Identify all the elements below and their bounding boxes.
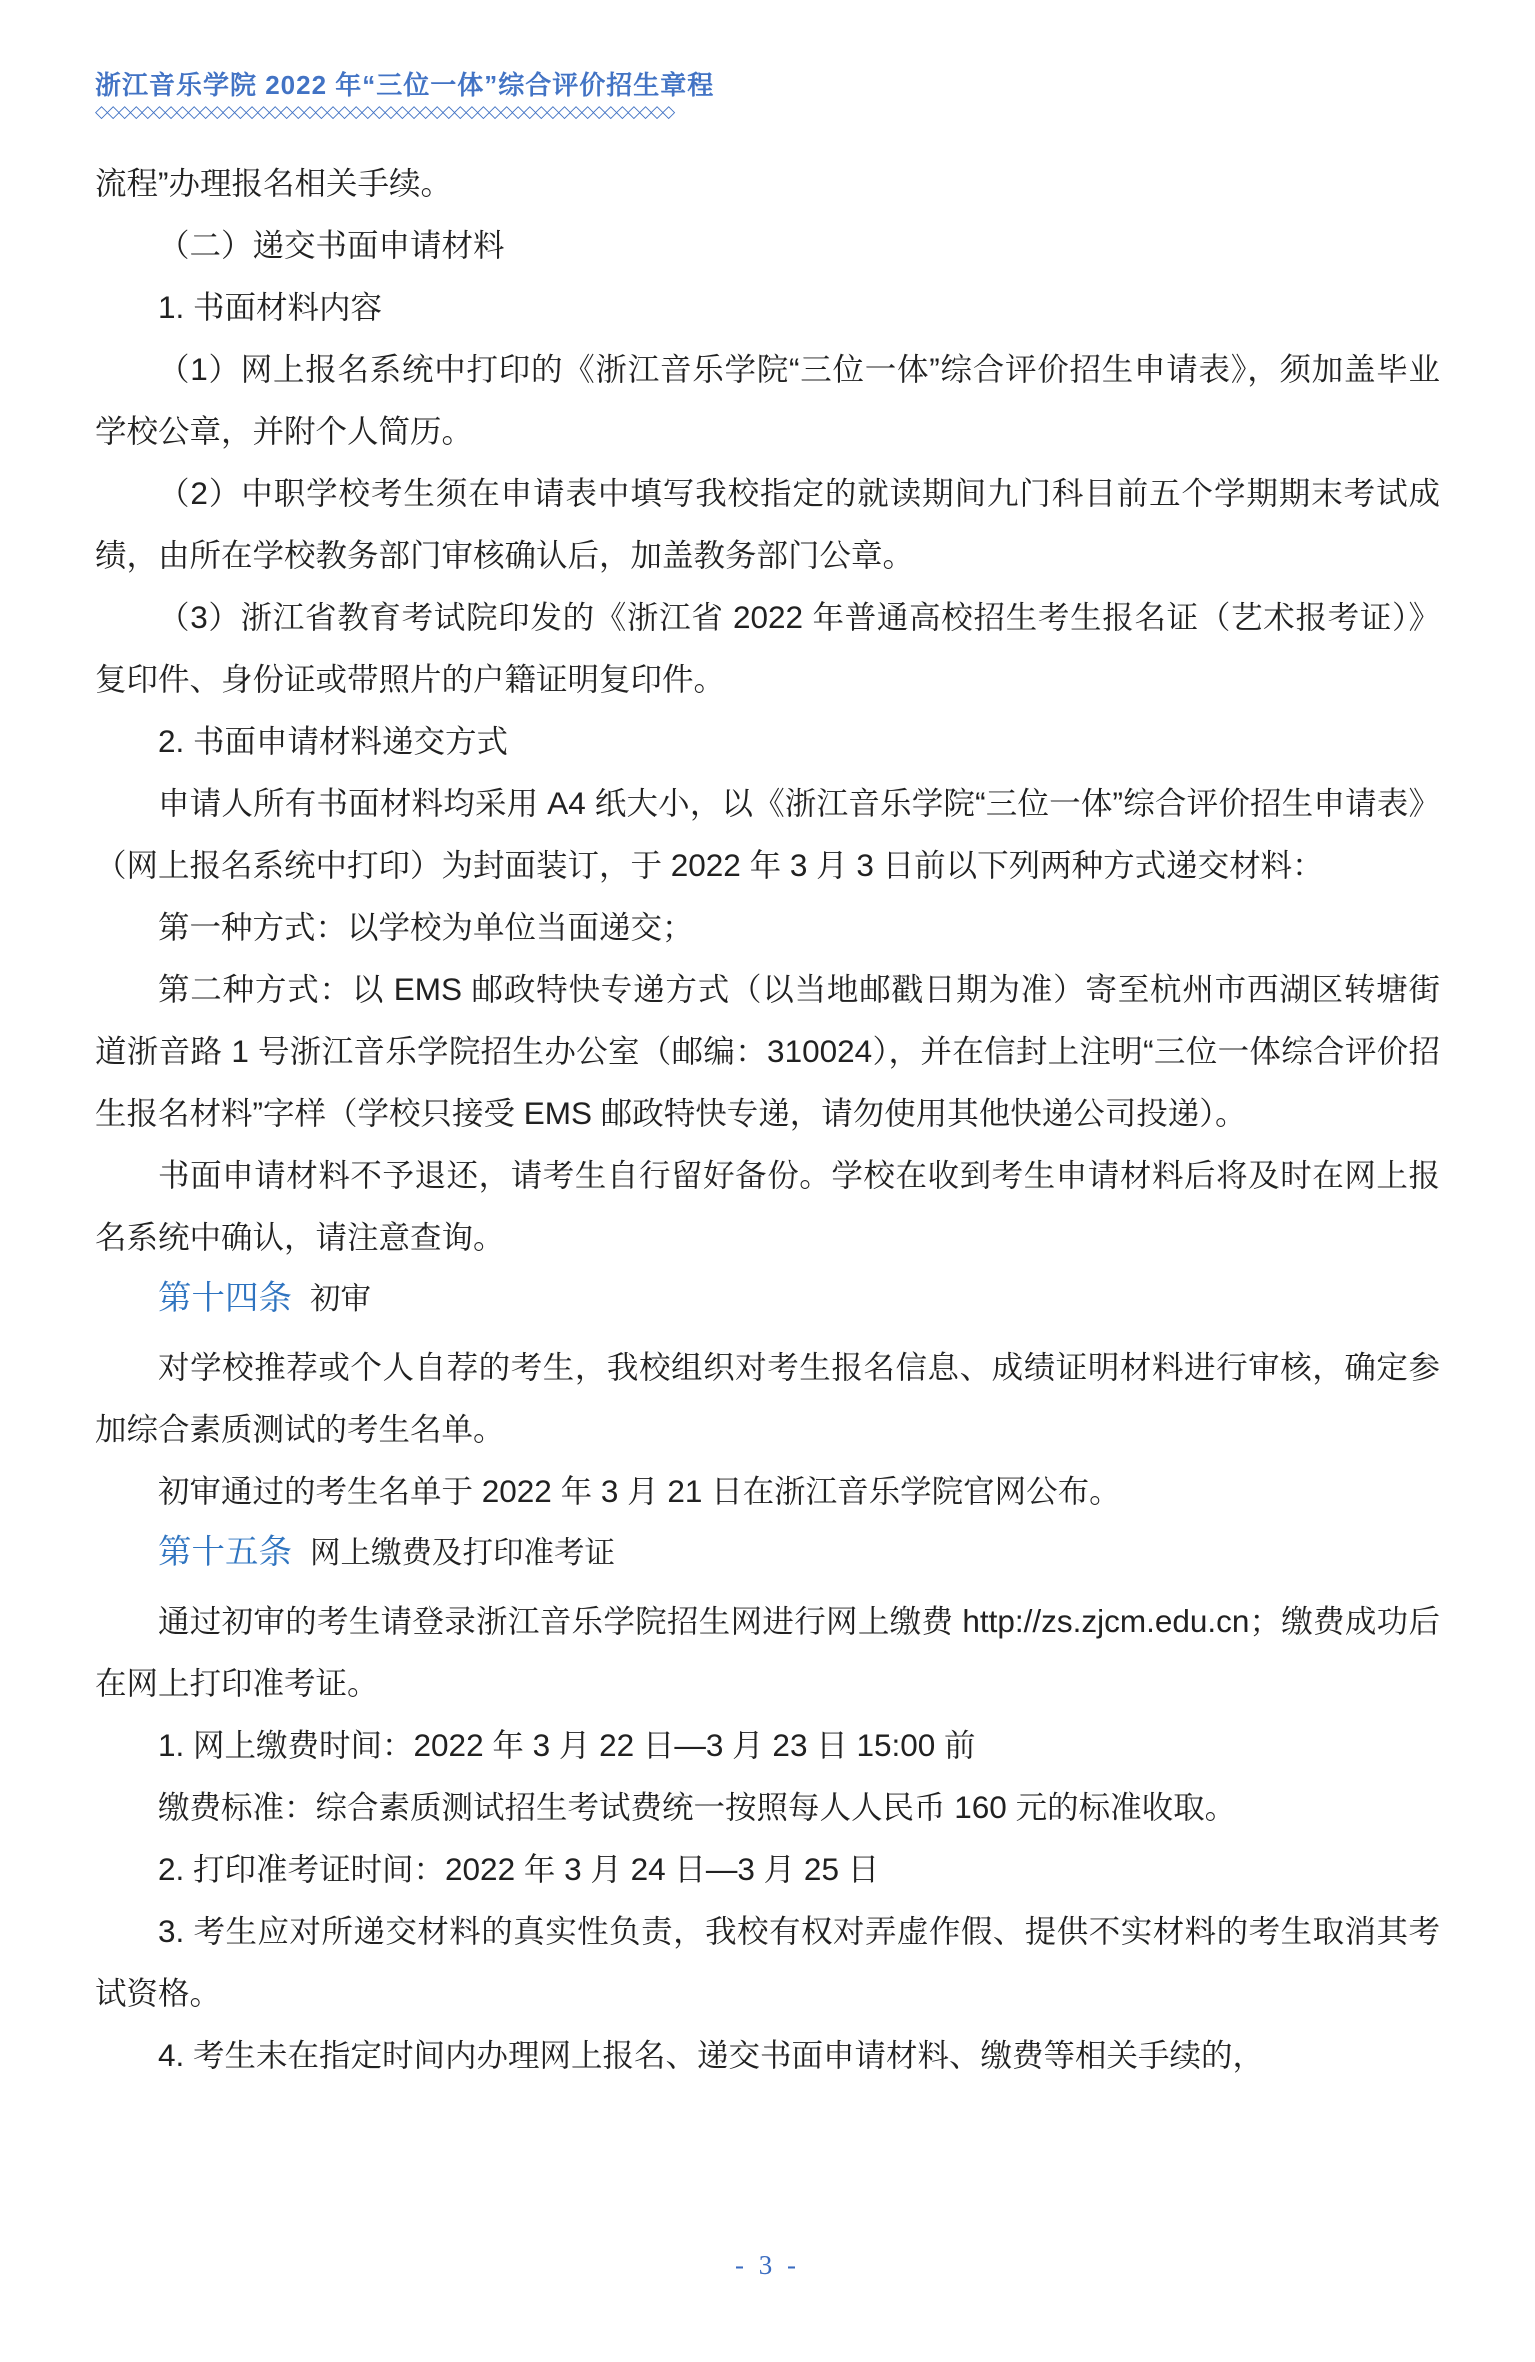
paragraph: 缴费标准：综合素质测试招生考试费统一按照每人人民币 160 元的标准收取。 xyxy=(158,1789,1237,1825)
page-number: - 3 - xyxy=(735,2250,800,2280)
paragraph: 第二种方式：以 EMS 邮政特快专递方式（以当地邮戳日期为准）寄至杭州市西湖区转塘街道浙音路 1 号浙江音乐学院招生办公室（邮编：310024），并在信封上注明“三位一体综合评价招生报名材料”字样（学校只接受 EMS 邮政特快专递，请勿使用其他快递公司投递）。 xyxy=(95,971,1440,1131)
paragraph: （二）递交书面申请材料 xyxy=(158,227,505,263)
paragraph: 书面申请材料不予退还，请考生自行留好备份。学校在收到考生申请材料后将及时在网上报名系统中确认，请注意查询。 xyxy=(95,1157,1440,1255)
section-heading xyxy=(95,1268,1440,1336)
paragraph: 初审通过的考生名单于 2022 年 3 月 21 日在浙江音乐学院官网公布。 xyxy=(158,1473,1121,1509)
paragraph: （3）浙江省教育考试院印发的《浙江省 2022 年普通高校招生考生报名证（艺术报考证）》复印件、身份证或带照片的户籍证明复印件。 xyxy=(95,599,1440,697)
section-heading xyxy=(95,1522,1440,1590)
paragraph: 第一种方式：以学校为单位当面递交； xyxy=(158,909,694,945)
paragraph: （1）网上报名系统中打印的《浙江音乐学院“三位一体”综合评价招生申请表》，须加盖毕业学校公章，并附个人简历。 xyxy=(95,351,1440,449)
paragraph: 3. 考生应对所递交材料的真实性负责，我校有权对弄虚作假、提供不实材料的考生取消其考试资格。 xyxy=(95,1913,1440,2011)
section-heading-number: 第十四条 xyxy=(158,1280,292,1317)
paragraph: 2. 打印准考证时间：2022 年 3 月 24 日—3 月 25 日 xyxy=(158,1851,880,1887)
paragraph: 1. 书面材料内容 xyxy=(158,289,383,325)
page-header xyxy=(95,70,719,121)
paragraph: 申请人所有书面材料均采用 A4 纸大小，以《浙江音乐学院“三位一体”综合评价招生申请表》（网上报名系统中打印）为封面装订，于 2022 年 3 月 3 日前以下列两种方式递交材料： xyxy=(95,785,1440,883)
paragraph: 通过初审的考生请登录浙江音乐学院招生网进行网上缴费 http://zs.zjcm.edu.cn；缴费成功后在网上打印准考证。 xyxy=(95,1603,1440,1701)
paragraph: （2）中职学校考生须在申请表中填写我校指定的就读期间九门科目前五个学期期末考试成绩，由所在学校教务部门审核确认后，加盖教务部门公章。 xyxy=(95,475,1440,573)
document-body xyxy=(95,152,1440,2086)
document-header-title: 浙江音乐学院 2022 年“三位一体”综合评价招生章程 xyxy=(95,70,715,100)
diamond-divider: ◇◇◇◇◇◇◇◇◇◇◇◇◇◇◇◇◇◇◇◇◇◇◇◇◇◇◇◇◇◇◇◇◇◇◇◇◇◇◇◇◇◇◇◇◇◇◇◇◇◇ xyxy=(95,103,674,121)
paragraph: 4. 考生未在指定时间内办理网上报名、递交书面申请材料、缴费等相关手续的， xyxy=(158,2037,1265,2073)
paragraph: 对学校推荐或个人自荐的考生，我校组织对考生报名信息、成绩证明材料进行审核，确定参加综合素质测试的考生名单。 xyxy=(95,1349,1440,1447)
section-heading-number: 第十五条 xyxy=(158,1534,292,1571)
paragraph: 流程”办理报名相关手续。 xyxy=(95,165,452,201)
paragraph: 2. 书面申请材料递交方式 xyxy=(158,723,509,759)
section-heading-title: 初审 xyxy=(310,1282,371,1316)
section-heading-title: 网上缴费及打印准考证 xyxy=(310,1536,615,1570)
page-footer xyxy=(0,2250,1535,2281)
paragraph: 1. 网上缴费时间：2022 年 3 月 22 日—3 月 23 日 15:00 前 xyxy=(158,1727,976,1763)
